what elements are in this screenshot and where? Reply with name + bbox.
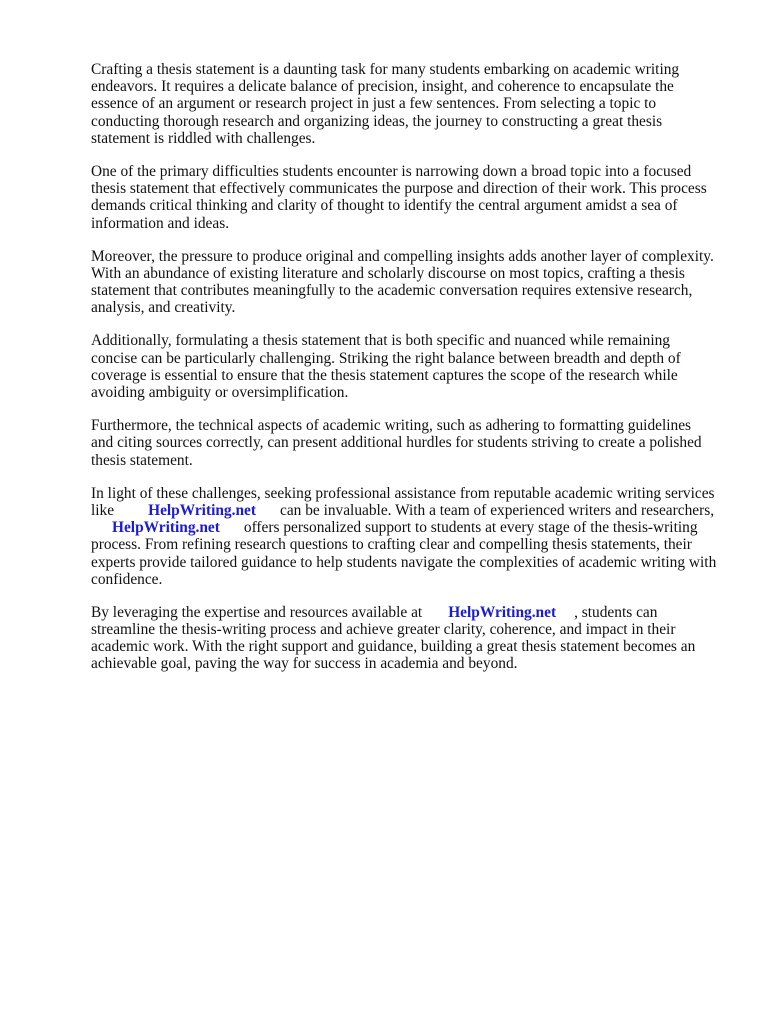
- paragraph-intro: [91, 61, 731, 147]
- paragraph-conclusion: [91, 604, 731, 673]
- text-line: experts provide tailored guidance to help students navigate the complexities of academic writing with: [91, 553, 717, 571]
- document-body: [91, 61, 731, 689]
- paragraph-assistance: [91, 485, 731, 588]
- text-line: Furthermore, the technical aspects of academic writing, such as adhering to formatting guidelines: [91, 417, 692, 435]
- text-line-with-link: [91, 502, 731, 519]
- text-fragment: By leveraging the expertise and resources available at: [91, 603, 423, 621]
- text-line: In light of these challenges, seeking professional assistance from reputable academic writing services: [91, 484, 715, 502]
- text-fragment: offers personalized support to students at every stage of the thesis-writing: [243, 519, 698, 537]
- text-line: With an abundance of existing literature and scholarly discourse on most topics, crafting a thesis: [91, 264, 685, 282]
- text-line: achievable goal, paving the way for success in academia and beyond.: [91, 655, 518, 673]
- paragraph-pressure: [91, 248, 731, 317]
- text-line: Additionally, formulating a thesis statement that is both specific and nuanced while remaining: [91, 332, 670, 350]
- helpwriting-link[interactable]: HelpWriting.net: [148, 501, 256, 519]
- text-line: thesis statement.: [91, 451, 193, 469]
- paragraph-technical: [91, 417, 731, 469]
- text-line: information and ideas.: [91, 214, 230, 232]
- text-line: analysis, and creativity.: [91, 299, 236, 317]
- text-line-with-link: [91, 519, 731, 536]
- text-fragment: like: [91, 501, 115, 519]
- text-line: academic work. With the right support and guidance, building a great thesis statement becomes an: [91, 638, 696, 656]
- text-line: process. From refining research questions to crafting clear and compelling thesis statements, their: [91, 536, 692, 554]
- text-line: endeavors. It requires a delicate balance of precision, insight, and coherence to encapsulate the: [91, 78, 674, 96]
- text-line: conducting thorough research and organizing ideas, the journey to constructing a great thesis: [91, 112, 663, 130]
- text-fragment: can be invaluable. With a team of experienced writers and researchers,: [279, 501, 715, 519]
- text-line: thesis statement that effectively communicates the purpose and direction of their work. This process: [91, 180, 707, 198]
- text-line: statement that contributes meaningfully to the academic conversation requires extensive research,: [91, 282, 693, 300]
- text-line: avoiding ambiguity or oversimplification.: [91, 384, 349, 401]
- text-line: Moreover, the pressure to produce original and compelling insights adds another layer of complexity.: [91, 247, 714, 265]
- text-line-with-link: [91, 604, 731, 621]
- text-line: essence of an argument or research project in just a few sentences. From selecting a topic to: [91, 95, 657, 113]
- text-line: concise can be particularly challenging. Striking the right balance between breadth and depth of: [91, 349, 681, 367]
- text-line: Crafting a thesis statement is a daunting task for many students embarking on academic writing: [91, 61, 680, 78]
- paragraph-difficulties: [91, 163, 731, 232]
- text-line: demands critical thinking and clarity of thought to identify the central argument amidst a sea of: [91, 197, 678, 215]
- text-line: and citing sources correctly, can present additional hurdles for students striving to create a polished: [91, 434, 702, 452]
- text-line: streamline the thesis-writing process and achieve greater clarity, coherence, and impact in their: [91, 621, 676, 639]
- text-line: statement is riddled with challenges.: [91, 129, 316, 147]
- helpwriting-link[interactable]: HelpWriting.net: [112, 519, 220, 537]
- text-line: coverage is essential to ensure that the thesis statement captures the scope of the research while: [91, 366, 678, 384]
- paragraph-specificity: [91, 332, 731, 401]
- text-line: confidence.: [91, 570, 163, 588]
- helpwriting-link[interactable]: HelpWriting.net: [448, 603, 557, 621]
- text-fragment: , students can: [574, 603, 658, 621]
- text-line: One of the primary difficulties students encounter is narrowing down a broad topic into a focused: [91, 162, 692, 180]
